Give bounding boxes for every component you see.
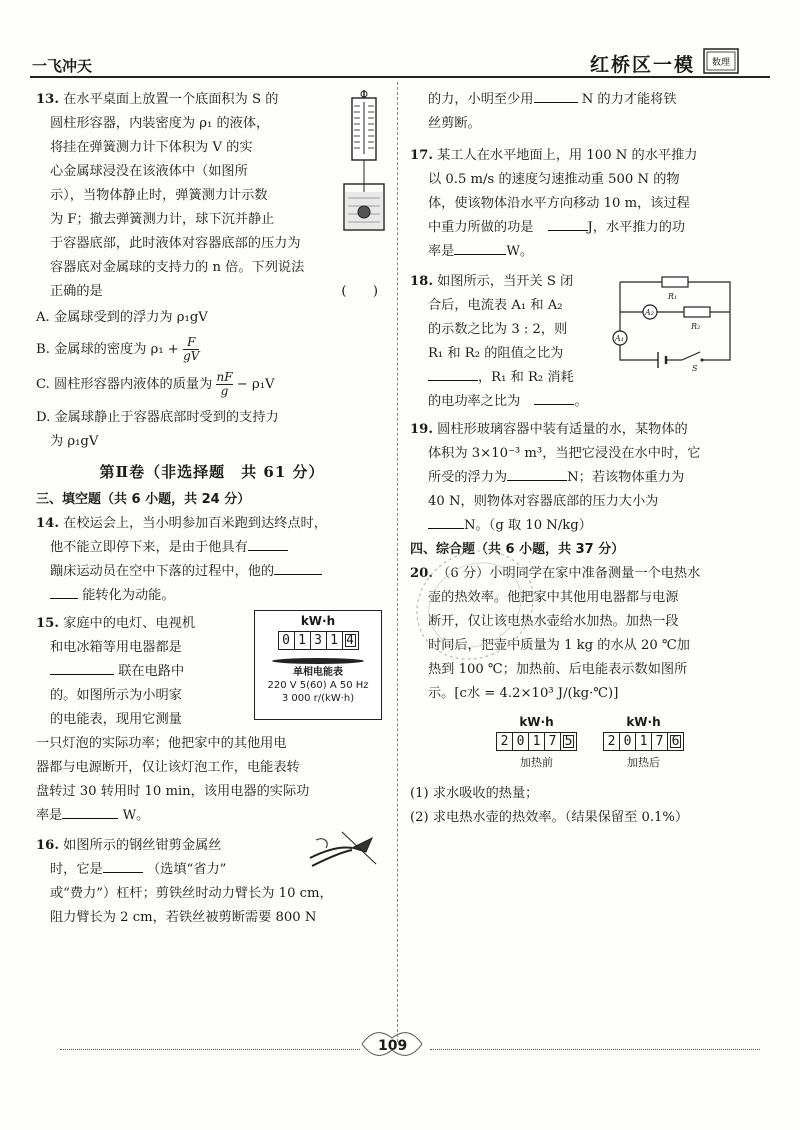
question-18 [410, 270, 770, 414]
option-b-text: B. 金属球的密度为 ρ₁ + [36, 342, 179, 357]
meter-digit: 1 [327, 632, 343, 649]
meter-digits [496, 732, 577, 751]
label-r1: R₁ [668, 292, 678, 301]
q15-line: 和电冰箱等用电器都是 [50, 640, 182, 655]
meter-digit: 5 [561, 733, 576, 750]
q16-line: 丝剪断。 [428, 116, 481, 131]
meter-digit: 4 [343, 632, 358, 649]
footer-rule-right [430, 1049, 760, 1050]
q13-option-b [36, 336, 388, 363]
question-14 [36, 512, 388, 608]
section-4-heading: 四、综合题（共 6 小题，共 37 分） [410, 542, 625, 557]
q20-sub-question-1: (1) 求水吸收的热量； [410, 786, 539, 801]
meter-digit: 0 [620, 733, 636, 750]
question-number: 20. [410, 566, 433, 581]
label-a1: A₁ [615, 334, 624, 343]
logo-text: 数理 [711, 58, 731, 68]
option-c-text: C. 圆柱形容器内液体的质量为 [36, 377, 213, 392]
q18-line: 。 [574, 394, 588, 409]
q13-line: 于容器底部，此时液体对容器底部的压力为 [50, 236, 301, 251]
watermark-stamp [400, 530, 550, 680]
resistor-r1 [662, 277, 688, 287]
meter-unit: kW·h [519, 715, 554, 729]
label-a2: A₂ [645, 308, 654, 317]
q16-line: 阻力臂长为 2 cm，若铁丝被剪断需要 800 N [50, 910, 317, 925]
part2-title: 第Ⅱ卷（非选择题 共 61 分） [99, 463, 325, 481]
meter-caption: 加热前 [520, 756, 553, 769]
q20-sub-question-2: (2) 求电热水壶的热效率。（结果保留至 0.1%） [410, 810, 689, 825]
meter-digit: 1 [529, 733, 545, 750]
answer-blank[interactable] [103, 858, 143, 873]
section-3-heading: 三、填空题（共 6 小题，共 24 分） [36, 492, 251, 507]
meter-constant: 3 000 r/(kW·h) [281, 693, 355, 704]
q18-line: 如图所示，当开关 S 闭 [437, 274, 574, 289]
q15-line: 率是 [36, 808, 63, 823]
answer-blank[interactable] [454, 240, 506, 255]
q19-line: 所受的浮力为 [428, 470, 508, 485]
meter-digit: 3 [311, 632, 327, 649]
fraction-denominator: gV [183, 349, 200, 363]
q17-line: J，水平推力的功 [587, 220, 686, 235]
q13-option-c [36, 371, 388, 398]
q13-option-d-cont: 为 ρ₁gV [50, 434, 99, 449]
q18-line: 合后，电流表 A₁ 和 A₂ [428, 298, 563, 313]
label-r2: R₂ [691, 322, 701, 331]
meter-reading-before [496, 714, 577, 772]
meter-digits [603, 732, 684, 751]
q13-line: 示），当物体静止时，弹簧测力计示数 [50, 188, 268, 203]
q15-line: 器都与电源断开，仅让该灯泡工作，电能表转 [36, 760, 300, 775]
q13-line: 容器底对金属球的支持力的 n 倍。下列说法 [50, 260, 305, 275]
question-number: 13. [36, 92, 59, 107]
meter-digit: 6 [668, 733, 683, 750]
question-number: 19. [410, 422, 433, 437]
q13-line: 为 F；撤去弹簧测力计，球下沉并静止 [50, 212, 275, 227]
q17-line: 某工人在水平地面上，用 100 N 的水平推力 [437, 148, 698, 163]
right-column [410, 88, 770, 830]
q13-line: 在水平桌面上放置一个底面积为 S 的 [63, 92, 279, 107]
q15-line: 的。如图所示为小明家 [50, 688, 182, 703]
answer-blank[interactable] [62, 804, 118, 819]
publisher-logo-icon [703, 48, 739, 74]
q18-line: R₁ 和 R₂ 的阻值之比为 [428, 346, 564, 361]
meter-digit: 2 [497, 733, 513, 750]
q19-line: N。（g 取 10 N/kg） [464, 518, 592, 533]
q18-line: 的示数之比为 3 : 2，则 [428, 322, 568, 337]
meter-digit: 7 [545, 733, 561, 750]
q18-line: ，R₁ 和 R₂ 消耗 [478, 370, 574, 385]
q20-line: 示。[c水 = 4.2×10³ J/(kg·℃)] [428, 686, 619, 701]
q16-line: N 的力才能将铁 [581, 92, 677, 107]
fraction-denominator: g [220, 384, 229, 398]
meter-unit: kW·h [626, 715, 661, 729]
meter-digit: 0 [513, 733, 529, 750]
switch-s [682, 352, 700, 360]
answer-blank[interactable] [428, 514, 464, 529]
meter-name: 单相电能表 [293, 667, 343, 678]
q13-line: 心金属球浸没在该液体中（如图所 [50, 164, 248, 179]
meter-readings [410, 714, 770, 772]
meter-caption: 加热后 [627, 756, 660, 769]
answer-blank[interactable] [274, 560, 322, 575]
meter-digit: 2 [604, 733, 620, 750]
spring-scale-figure [336, 88, 392, 238]
q14-line: 蹦床运动员在空中下落的过程中，他的 [50, 564, 275, 579]
resistor-r2 [684, 307, 710, 317]
meter-disc-icon [268, 656, 368, 666]
q19-line: 40 N，则物体对容器底部的压力大小为 [428, 494, 659, 509]
meter-digit: 1 [295, 632, 311, 649]
column-divider [397, 82, 398, 1042]
option-c-suffix: − ρ₁V [236, 377, 275, 392]
q19-line: N；若该物体重力为 [567, 470, 685, 485]
answer-blank[interactable] [248, 536, 288, 551]
answer-blank[interactable] [50, 660, 114, 675]
answer-blank[interactable] [534, 88, 578, 103]
q13-option-d: D. 金属球静止于容器底部时受到的支持力 [36, 410, 279, 425]
answer-blank[interactable] [428, 366, 478, 381]
meter-reading-after [603, 714, 684, 772]
q17-line: 率是 [428, 244, 455, 259]
meter-unit: kW·h [300, 614, 336, 628]
exam-title: 红桥区一模 [590, 54, 696, 76]
question-number: 15. [36, 616, 59, 631]
q16-line: 如图所示的钢丝钳剪金属丝 [63, 838, 222, 853]
question-17 [410, 144, 770, 264]
q15-line: 盘转过 30 转用时 10 min，该用电器的实际功 [36, 784, 310, 799]
q13-option-a: A. 金属球受到的浮力为 ρ₁gV [36, 310, 208, 325]
header-rule [30, 76, 770, 78]
meter-digit: 0 [279, 632, 295, 649]
q17-line: 中重力所做的功是 [428, 220, 534, 235]
q17-line: W。 [506, 244, 534, 259]
meter-digit: 7 [652, 733, 668, 750]
q19-line: 体积为 3×10⁻³ m³，当把它浸没在水中时，它 [428, 446, 701, 461]
question-number: 18. [410, 274, 433, 289]
q15-line: 的电能表，现用它测量 [50, 712, 182, 727]
answer-blank[interactable] [548, 216, 588, 231]
answer-blank[interactable] [507, 466, 567, 481]
question-number: 14. [36, 516, 59, 531]
q13-line: 正确的是 [50, 284, 103, 299]
q14-line: 在校运会上，当小明参加百米跑到达终点时， [63, 516, 327, 531]
q15-line: 家庭中的电灯、电视机 [63, 616, 196, 631]
q20-line: 壶的热效率。他把家中其他用电器都与电源 [428, 590, 679, 605]
answer-blank[interactable] [50, 584, 78, 599]
footer-rule-left [60, 1049, 360, 1050]
fraction-numerator: F [183, 336, 199, 350]
left-column [36, 88, 388, 930]
page-number: 109 [378, 1038, 408, 1054]
question-15 [36, 612, 388, 828]
meter-spec: 220 V 5(60) A 50 Hz [267, 680, 369, 691]
pliers-icon [306, 828, 378, 872]
q20-line: （6 分）小明同学在家中准备测量一个电热水 [437, 566, 701, 581]
q16-line: （选填“省力” [146, 862, 227, 877]
q20-line: 热到 100 ℃；加热前、后电能表示数如图所 [428, 662, 688, 677]
fraction-numerator: nF [216, 370, 233, 384]
label-s: S [692, 364, 698, 372]
question-16 [36, 834, 388, 930]
q19-line: 圆柱形玻璃容器中装有适量的水，某物体的 [437, 422, 688, 437]
q15-line: 一只灯泡的实际功率；他把家中的其他用电 [36, 736, 287, 751]
meter-digit: 1 [636, 733, 652, 750]
q14-line: 能转化为动能。 [82, 588, 175, 603]
question-number: 17. [410, 148, 433, 163]
q16-line: 时，它是 [50, 862, 103, 877]
q18-line: 的电功率之比为 [428, 394, 521, 409]
q15-line: W。 [122, 808, 150, 823]
electricity-meter [254, 610, 382, 720]
q17-line: 以 0.5 m/s 的速度匀速推动重 500 N 的物 [428, 172, 680, 187]
q13-line: 将挂在弹簧测力计下体积为 V 的实 [50, 140, 253, 155]
question-13 [36, 88, 388, 454]
answer-blank[interactable] [534, 390, 574, 405]
q15-line: 联在电路中 [118, 664, 185, 679]
q16-line: 的力，小明至少用 [428, 92, 534, 107]
series-title: 一飞冲天 [32, 57, 93, 75]
question-number: 16. [36, 838, 59, 853]
circuit-diagram [610, 272, 740, 372]
q16-line: 或“费力”）杠杆；剪铁丝时动力臂长为 10 cm， [50, 886, 333, 901]
q20-line: 断开，仅让该电热水壶给水加热。加热一段 [428, 614, 679, 629]
q17-line: 体，使该物体沿水平方向移动 10 m，该过程 [428, 196, 690, 211]
q20-line: 时间后，把壶中质量为 1 kg 的水从 20 ℃加 [428, 638, 690, 653]
q13-line: 圆柱形容器，内装密度为 ρ₁ 的液体， [50, 116, 270, 131]
answer-bracket: ( ) [341, 284, 378, 299]
q14-line: 他不能立即停下来，是由于他具有 [50, 540, 248, 555]
meter-digits [278, 631, 359, 650]
question-19 [410, 418, 770, 538]
